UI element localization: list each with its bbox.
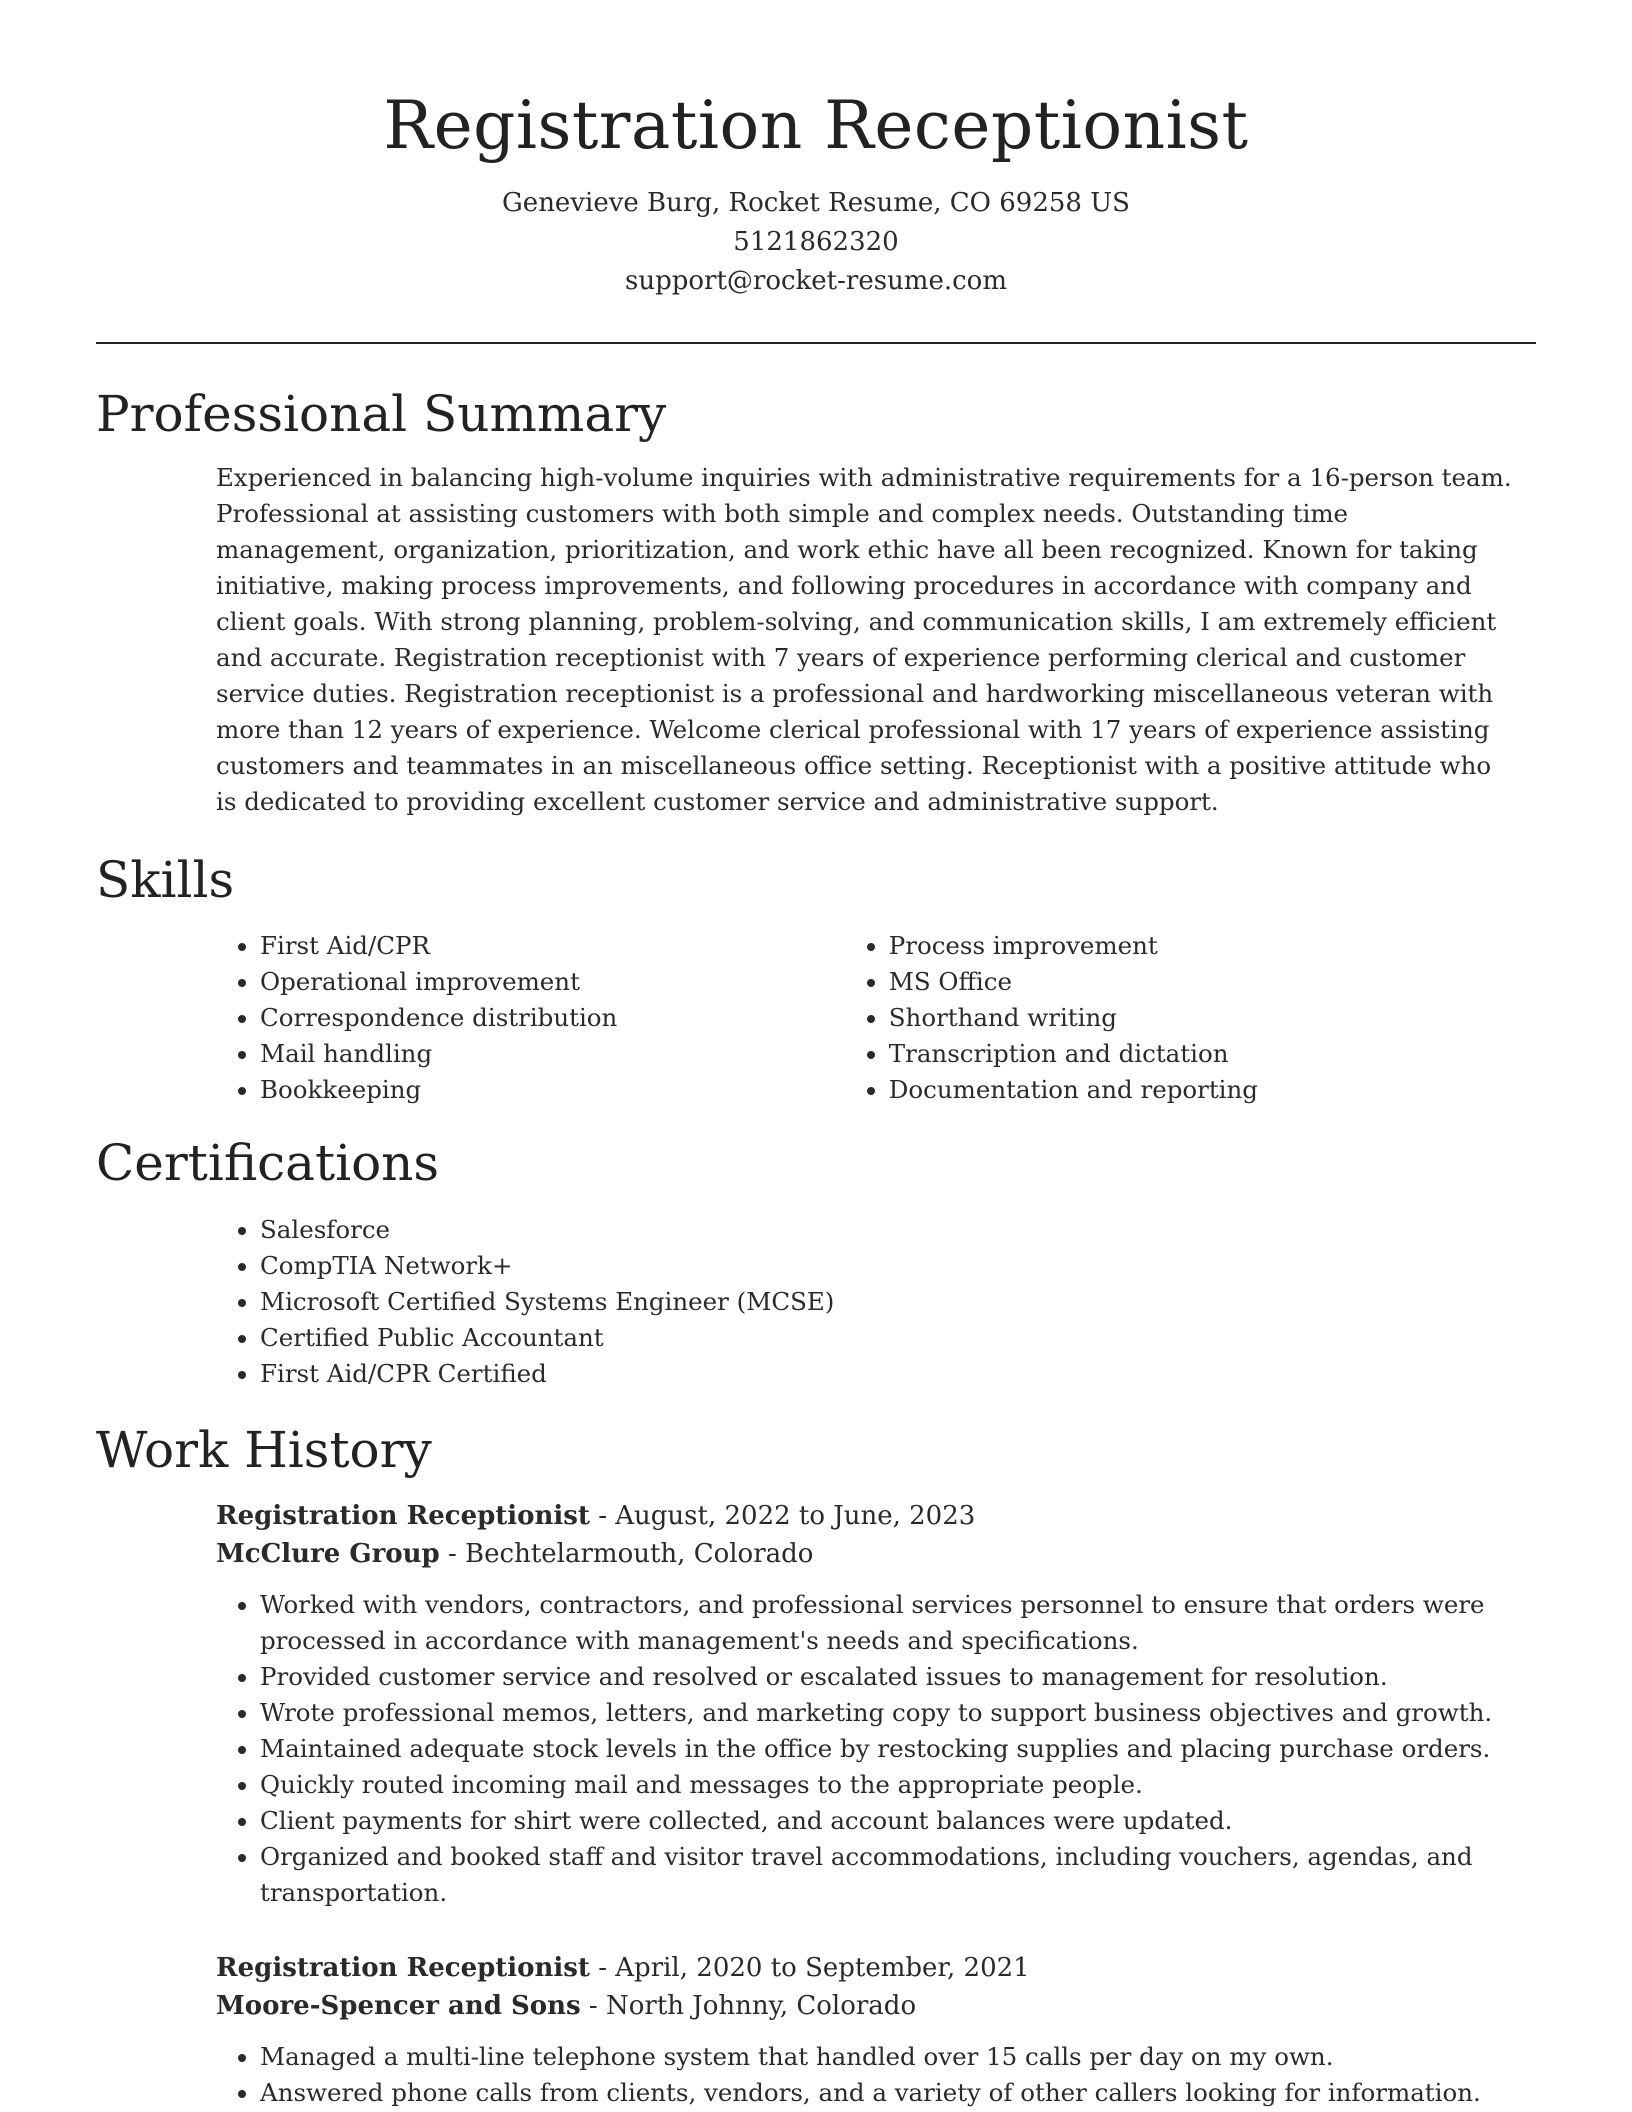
summary-heading: Professional Summary bbox=[96, 385, 667, 443]
certifications-heading: Certifications bbox=[96, 1134, 440, 1192]
certifications-section bbox=[216, 1212, 1516, 1392]
job-entry bbox=[216, 1949, 1516, 2111]
skill-item: • First Aid/CPR bbox=[260, 928, 845, 964]
certification-item: • Microsoft Certified Systems Engineer (MCSE) bbox=[260, 1284, 1516, 1320]
contact-email: support@rocket-resume.com bbox=[624, 266, 1007, 296]
skill-item: • MS Office bbox=[889, 964, 1516, 1000]
job-dates: - August, 2022 to June, 2023 bbox=[589, 1501, 976, 1531]
work-history-heading: Work History bbox=[96, 1421, 432, 1479]
job-dates: - April, 2020 to September, 2021 bbox=[589, 1953, 1030, 1983]
contact-block bbox=[0, 184, 1632, 301]
job-bullets bbox=[216, 2039, 1520, 2111]
certification-item: • Salesforce bbox=[260, 1212, 1516, 1248]
summary-text: Experienced in balancing high-volume inquiries with administrative requirements for a 16-person team. Professional at assisting customers with both simple and complex needs. Outstanding time management, organization, prioritization, and work ethic have all been recognized. Known for taking initiative, making process improvements, and following procedures in accordance with company and client goals. With strong planning, problem-solving, and communication skills, I am extremely efficient and accurate. Registration receptionist with 7 years of experience performing clerical and customer service duties. Registration receptionist is a professional and hardworking miscellaneous veteran with more than 12 years of experience. Welcome clerical professional with 17 years of experience assisting customers and teammates in an miscellaneous office setting. Receptionist with a positive attitude who is dedicated to providing excellent customer service and administrative support. bbox=[216, 463, 1512, 816]
skills-list-right bbox=[845, 928, 1516, 1108]
skills-section bbox=[216, 928, 1516, 1108]
contact-phone: 5121862320 bbox=[733, 227, 899, 257]
skills-grid bbox=[216, 928, 1516, 1108]
job-bullet: • Managed a multi-line telephone system that handled over 15 calls per day on my own. bbox=[260, 2039, 1520, 2075]
job-bullet: • Provided customer service and resolved or escalated issues to management for resolution. bbox=[260, 1659, 1520, 1695]
job-title: Registration Receptionist bbox=[216, 1501, 590, 1531]
job-bullet: • Organized and booked staff and visitor travel accommodations, including vouchers, agendas, and transportation. bbox=[260, 1839, 1520, 1911]
resume-title: Registration Receptionist bbox=[383, 87, 1249, 164]
header-divider bbox=[96, 342, 1536, 344]
certifications-list bbox=[216, 1212, 1516, 1392]
skill-item: • Mail handling bbox=[260, 1036, 845, 1072]
job-bullet: • Wrote professional memos, letters, and marketing copy to support business objectives and growth. bbox=[260, 1695, 1520, 1731]
job-bullet: • Answered phone calls from clients, vendors, and a variety of other callers looking for information. bbox=[260, 2075, 1520, 2111]
job-bullet: • Worked with vendors, contractors, and professional services personnel to ensure that orders were processed in accordance with management's needs and specifications. bbox=[260, 1587, 1520, 1659]
resume-header bbox=[0, 0, 1632, 301]
skill-item: • Shorthand writing bbox=[889, 1000, 1516, 1036]
certification-item: • CompTIA Network+ bbox=[260, 1248, 1516, 1284]
job-company-line bbox=[216, 1987, 1516, 2025]
skill-item: • Transcription and dictation bbox=[889, 1036, 1516, 1072]
skill-item: • Documentation and reporting bbox=[889, 1072, 1516, 1108]
skill-item: • Correspondence distribution bbox=[260, 1000, 845, 1036]
job-bullet: • Maintained adequate stock levels in the office by restocking supplies and placing purchase orders. bbox=[260, 1731, 1520, 1767]
certification-item: • First Aid/CPR Certified bbox=[260, 1356, 1516, 1392]
skill-item: • Bookkeeping bbox=[260, 1072, 845, 1108]
job-company: Moore-Spencer and Sons bbox=[216, 1991, 581, 2021]
job-location: - North Johnny, Colorado bbox=[580, 1991, 917, 2021]
job-company: McClure Group bbox=[216, 1539, 440, 1569]
job-bullet: • Client payments for shirt were collected, and account balances were updated. bbox=[260, 1803, 1520, 1839]
certification-item: • Certified Public Accountant bbox=[260, 1320, 1516, 1356]
job-entry bbox=[216, 1497, 1516, 1911]
job-bullets bbox=[216, 1587, 1520, 1911]
skills-list-left bbox=[216, 928, 845, 1108]
job-bullet: • Quickly routed incoming mail and messages to the appropriate people. bbox=[260, 1767, 1520, 1803]
skill-item: • Process improvement bbox=[889, 928, 1516, 964]
skill-item: • Operational improvement bbox=[260, 964, 845, 1000]
summary-section bbox=[216, 460, 1516, 820]
job-title-line bbox=[216, 1949, 1516, 1987]
job-location: - Bechtelarmouth, Colorado bbox=[439, 1539, 814, 1569]
job-company-line bbox=[216, 1535, 1516, 1573]
job-title-line bbox=[216, 1497, 1516, 1535]
skills-heading: Skills bbox=[96, 851, 235, 909]
contact-address: Genevieve Burg, Rocket Resume, CO 69258 US bbox=[502, 188, 1130, 218]
job-title: Registration Receptionist bbox=[216, 1953, 590, 1983]
